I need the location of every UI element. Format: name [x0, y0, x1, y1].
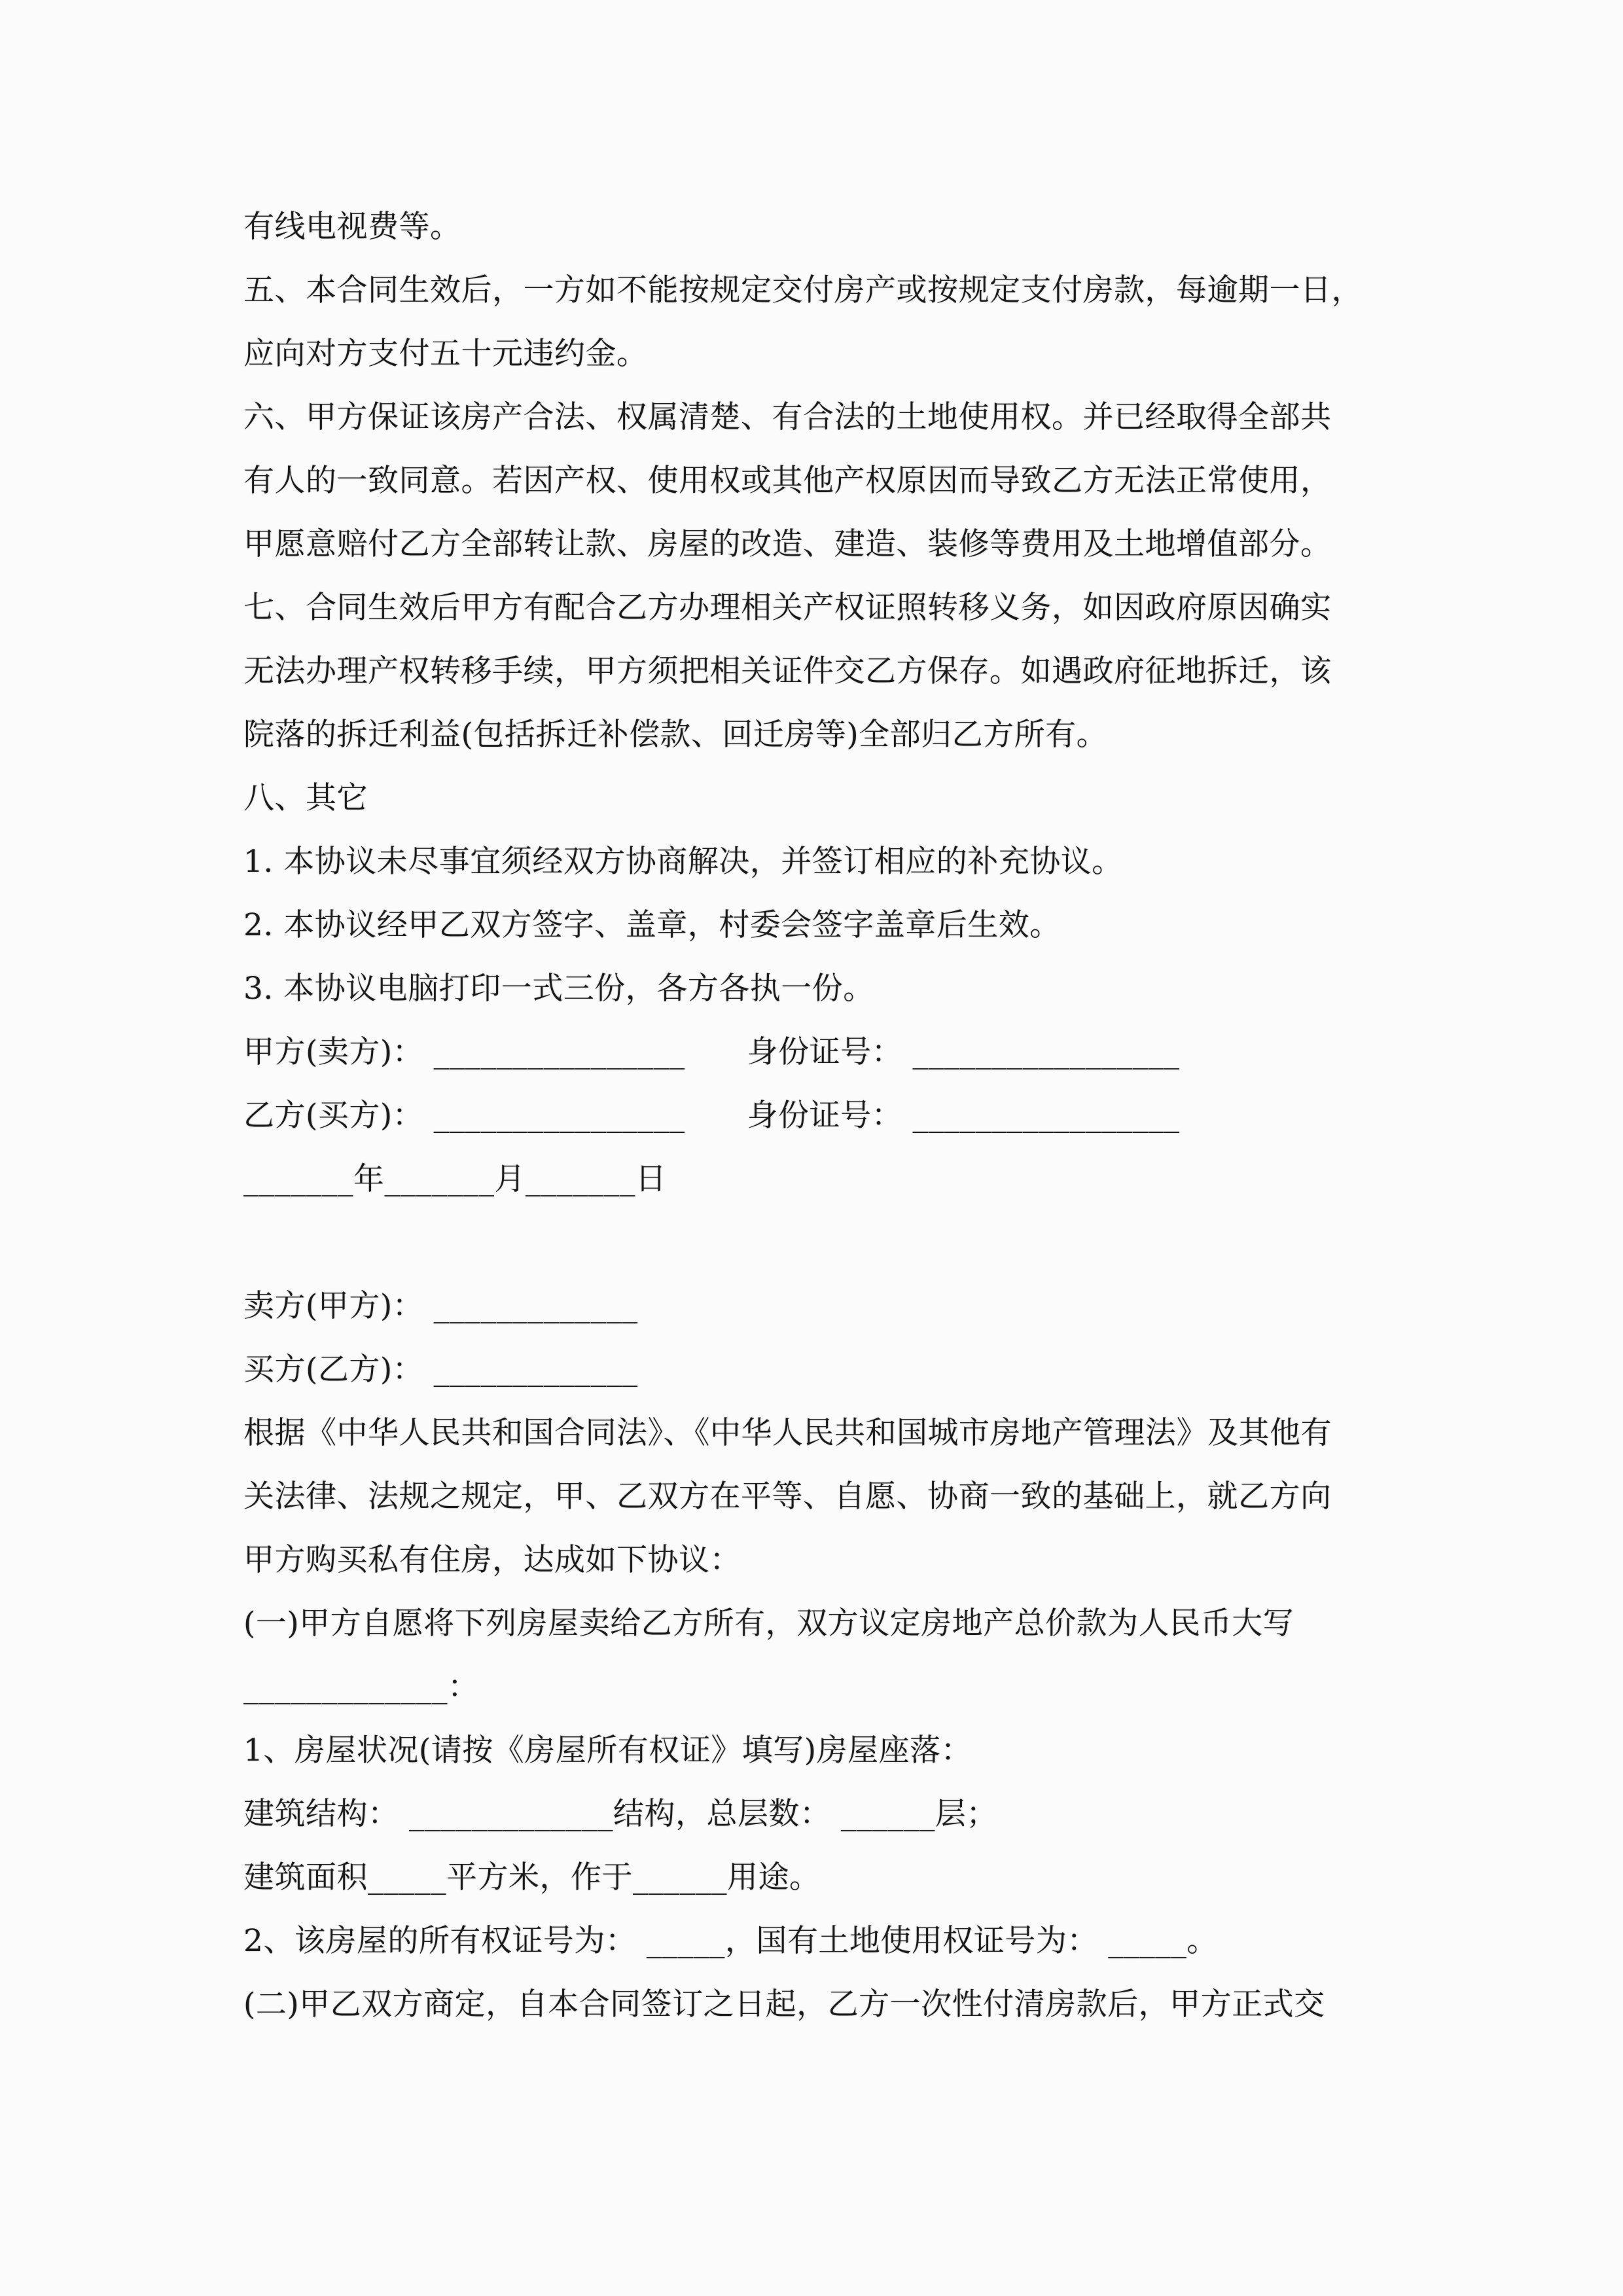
document-line: _____________：: [243, 1669, 479, 1705]
document-line: 2. 本协议经甲乙双方签字、盖章，村委会签字盖章后生效。: [243, 907, 1061, 943]
document-line: 六、甲方保证该房产合法、权属清楚、有合法的土地使用权。并已经取得全部共: [243, 399, 1332, 435]
document-line: 有人的一致同意。若因产权、使用权或其他产权原因而导致乙方无法正常使用，: [243, 463, 1332, 499]
document-line: [243, 1211, 1430, 1274]
document-line: 1. 本协议未尽事宜须经双方协商解决，并签订相应的补充协议。: [243, 844, 1123, 880]
document-line: 买方(乙方)： _____________: [243, 1352, 638, 1388]
document-line: 乙方(买方)： ________________ 身份证号： _________________: [243, 1098, 1180, 1134]
document-line: 院落的拆迁利益(包括拆迁补偿款、回迁房等)全部归乙方所有。: [243, 717, 1108, 753]
document-line: 2、该房屋的所有权证号为： _____，国有土地使用权证号为： _____。: [243, 1923, 1218, 1959]
document-line: (一)甲方自愿将下列房屋卖给乙方所有，双方议定房地产总价款为人民币大写: [243, 1605, 1294, 1641]
document-line: 关法律、法规之规定，甲、乙双方在平等、自愿、协商一致的基础上，就乙方向: [243, 1479, 1332, 1515]
document-line: 七、合同生效后甲方有配合乙方办理相关产权证照转移义务，如因政府原因确实: [243, 590, 1332, 626]
document-line: (二)甲乙双方商定，自本合同签订之日起，乙方一次性付清房款后，甲方正式交: [243, 1986, 1325, 2022]
document-line: 建筑结构： _____________结构，总层数： ______层；: [243, 1796, 997, 1832]
document-line: 甲愿意赔付乙方全部转让款、房屋的改造、建造、装修等费用及土地增值部分。: [243, 526, 1332, 562]
document-line: 八、其它: [243, 780, 368, 816]
document-line: 3. 本协议电脑打印一式三份，各方各执一份。: [243, 971, 874, 1007]
document-line: 有线电视费等。: [243, 209, 461, 245]
document-line: 建筑面积_____平方米，作于______用途。: [243, 1859, 821, 1895]
document-line: 甲方(卖方)： ________________ 身份证号： _________________: [243, 1034, 1180, 1070]
document-line: 1、房屋状况(请按《房屋所有权证》填写)房屋座落：: [243, 1732, 972, 1768]
document-line: 甲方购买私有住房，达成如下协议：: [243, 1542, 741, 1578]
document-line: 无法办理产权转移手续，甲方须把相关证件交乙方保存。如遇政府征地拆迁，该: [243, 653, 1332, 689]
document-line: 根据《中华人民共和国合同法》、《中华人民共和国城市房地产管理法》及其他有: [243, 1415, 1332, 1451]
document-line: 应向对方支付五十元违约金。: [243, 336, 648, 372]
document-line: _______年_______月_______日: [243, 1161, 667, 1197]
contract-body: [243, 195, 1430, 2036]
document-line: 五、本合同生效后，一方如不能按规定交付房产或按规定支付房款，每逾期一日，: [243, 272, 1363, 308]
document-line: 卖方(甲方)： _____________: [243, 1288, 638, 1324]
